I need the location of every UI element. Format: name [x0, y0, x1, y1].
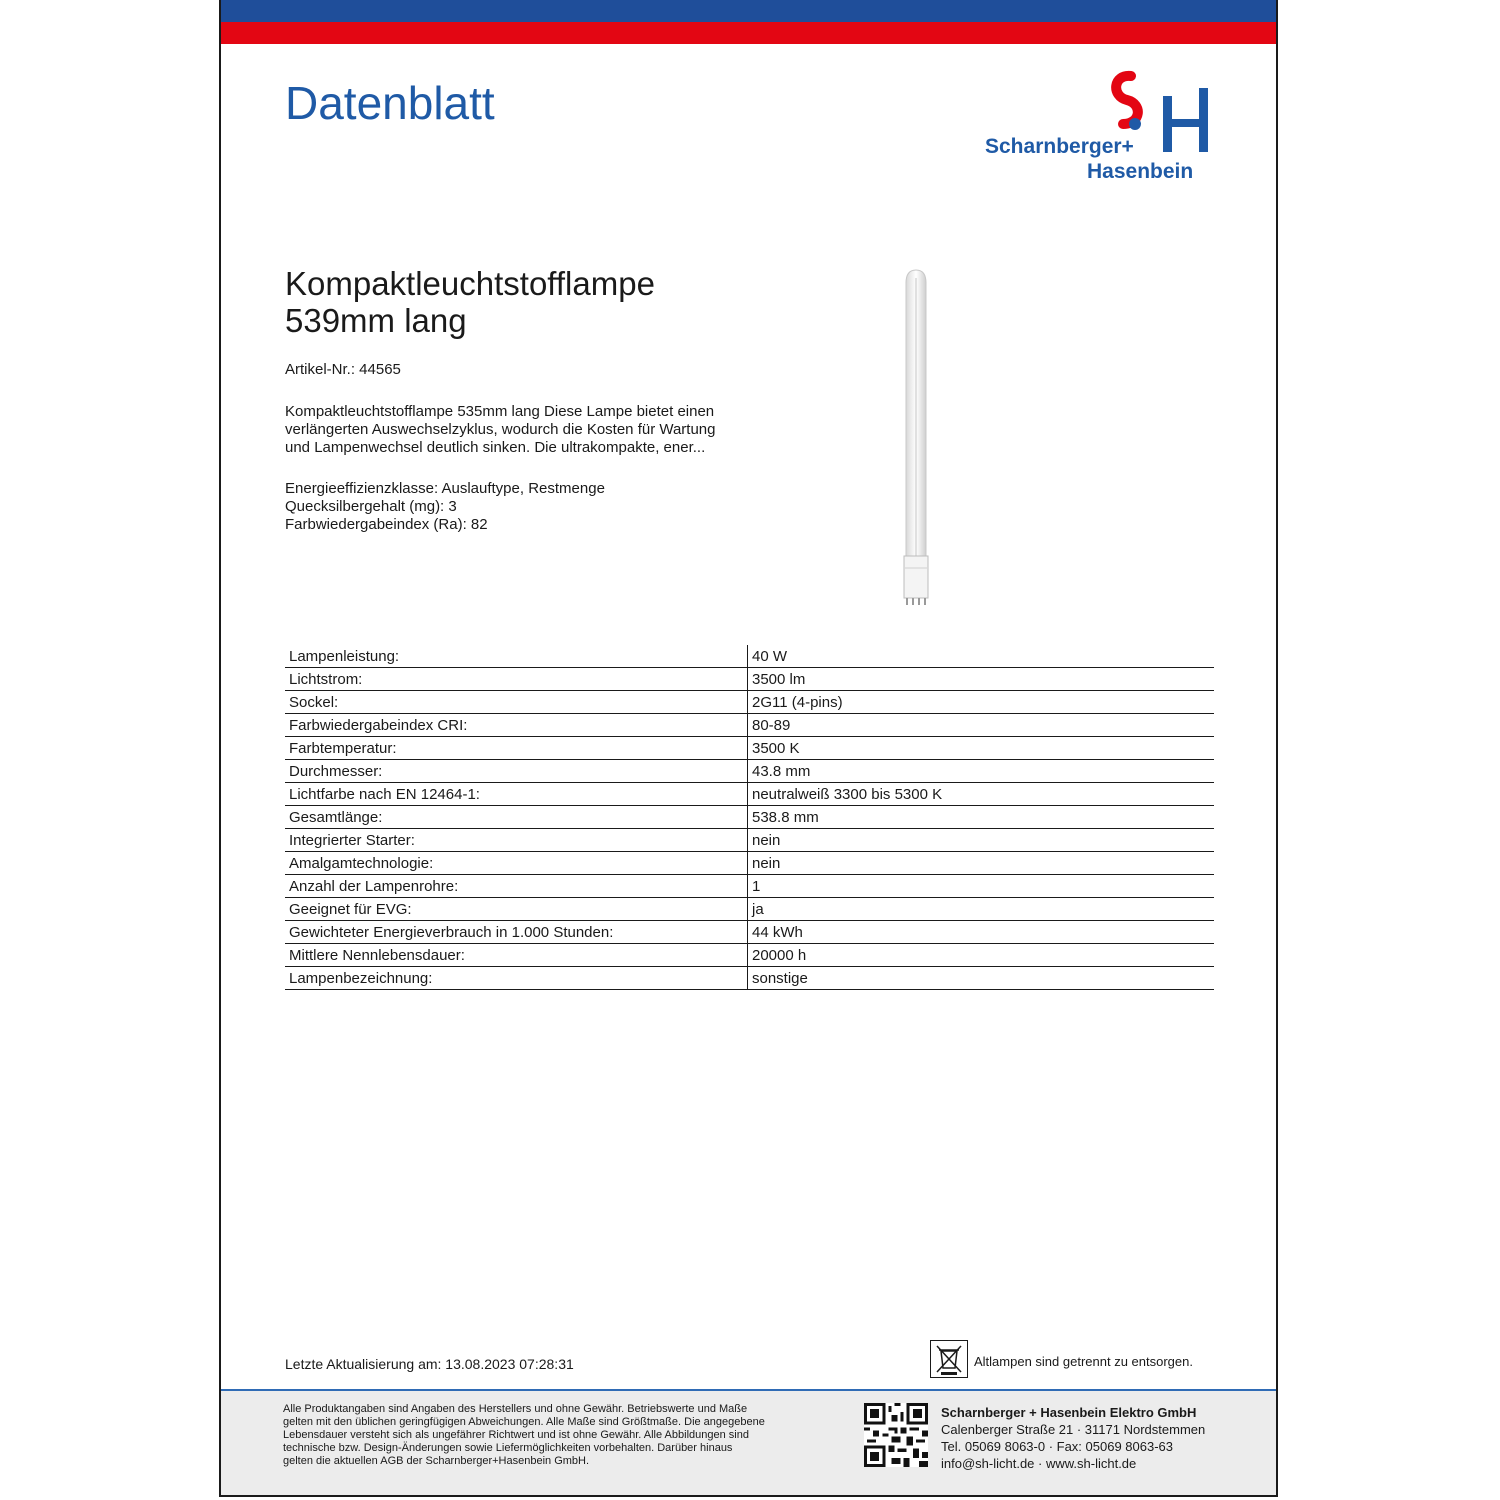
- spec-label: Sockel:: [285, 691, 748, 714]
- header-stripe-red: [221, 22, 1276, 44]
- spec-row: [285, 760, 1214, 783]
- spec-row: [285, 829, 1214, 852]
- spec-label: Geeignet für EVG:: [285, 898, 748, 921]
- spec-value: 3500 K: [748, 737, 1215, 760]
- spec-row: [285, 668, 1214, 691]
- spec-row: [285, 852, 1214, 875]
- waste-bin-crossed-icon: [930, 1340, 968, 1378]
- spec-value: 44 kWh: [748, 921, 1215, 944]
- spec-row: [285, 944, 1214, 967]
- spec-label: Farbtemperatur:: [285, 737, 748, 760]
- spec-row: [285, 645, 1214, 668]
- spec-value: 40 W: [748, 645, 1215, 668]
- spec-value: 1: [748, 875, 1215, 898]
- description-line: verlängerten Auswechselzyklus, wodurch die Kosten für Wartung: [285, 421, 716, 438]
- company-logo: [981, 66, 1221, 186]
- description-line: und Lampenwechsel deutlich sinken. Die ultrakompakte, ener...: [285, 439, 706, 456]
- logo-line2: Hasenbein: [1087, 160, 1194, 183]
- disclaimer-line: Alle Produktangaben sind Angaben des Herstellers und ohne Gewähr. Betriebswerte und Maße: [283, 1403, 748, 1415]
- company-phone: Tel. 05069 8063-0 · Fax: 05069 8063-63: [941, 1439, 1174, 1454]
- spec-value: neutralweiß 3300 bis 5300 K: [748, 783, 1215, 806]
- spec-row: [285, 967, 1214, 990]
- spec-label: Lampenleistung:: [285, 645, 748, 668]
- spec-row: [285, 691, 1214, 714]
- company-web[interactable]: info@sh-licht.de · www.sh-licht.de: [941, 1456, 1137, 1471]
- spec-row: [285, 875, 1214, 898]
- spec-label: Amalgamtechnologie:: [285, 852, 748, 875]
- spec-label: Integrierter Starter:: [285, 829, 748, 852]
- spec-value: nein: [748, 829, 1215, 852]
- spec-row: [285, 737, 1214, 760]
- disclaimer-line: gelten mit den üblichen geringfügigen Abweichungen. Alle Maße sind Größtmaße. Die angegebene: [283, 1416, 765, 1428]
- spec-row: [285, 898, 1214, 921]
- logo-line1: Scharnberger+: [985, 135, 1134, 158]
- spec-value: 20000 h: [748, 944, 1215, 967]
- spec-value: nein: [748, 852, 1215, 875]
- footer: [221, 1389, 1276, 1497]
- spec-label: Gewichteter Energieverbrauch in 1.000 Stunden:: [285, 921, 748, 944]
- spec-row: [285, 806, 1214, 829]
- property-mercury: Quecksilbergehalt (mg): 3: [285, 498, 457, 515]
- footer-disclaimer: [283, 1403, 843, 1468]
- product-title-line2: 539mm lang: [285, 302, 467, 339]
- product-description: [285, 403, 775, 457]
- spec-value: sonstige: [748, 967, 1215, 990]
- document-title: Datenblatt: [285, 77, 495, 129]
- company-contact: [941, 1404, 1205, 1472]
- spec-label: Mittlere Nennlebensdauer:: [285, 944, 748, 967]
- spec-value: 538.8 mm: [748, 806, 1215, 829]
- spec-label: Lichtstrom:: [285, 668, 748, 691]
- disclaimer-line: technische bzw. Design-Änderungen sowie Liefermöglichkeiten vorbehalten. Darüber hinaus: [283, 1442, 733, 1454]
- product-properties: [285, 480, 605, 534]
- spec-row: [285, 714, 1214, 737]
- article-number: Artikel-Nr.: 44565: [285, 361, 401, 378]
- spec-row: [285, 783, 1214, 806]
- product-title-line1: Kompaktleuchtstofflampe: [285, 265, 655, 302]
- spec-value: 2G11 (4-pins): [748, 691, 1215, 714]
- company-name: Scharnberger + Hasenbein Elektro GmbH: [941, 1405, 1197, 1420]
- spec-value: ja: [748, 898, 1215, 921]
- lamp-product-image: [881, 268, 951, 613]
- spec-table: [285, 645, 1214, 990]
- spec-value: 3500 lm: [748, 668, 1215, 691]
- property-energy-class: Energieeffizienzklasse: Auslauftype, Restmenge: [285, 480, 605, 497]
- spec-label: Anzahl der Lampenrohre:: [285, 875, 748, 898]
- spec-value: 43.8 mm: [748, 760, 1215, 783]
- header-stripe-blue: [221, 0, 1276, 22]
- company-address: Calenberger Straße 21 · 31171 Nordstemmen: [941, 1422, 1206, 1437]
- description-line: Kompaktleuchtstofflampe 535mm lang Diese Lampe bietet einen: [285, 403, 715, 420]
- disclaimer-line: gelten die aktuellen AGB der Scharnberger+Hasenbein GmbH.: [283, 1455, 590, 1467]
- disclaimer-line: Lebensdauer versteht sich als ungefährer Richtwert und ist ohne Gewähr. Alle Abbildungen sind: [283, 1429, 749, 1441]
- product-title: [285, 265, 805, 339]
- spec-label: Lampenbezeichnung:: [285, 967, 748, 990]
- recycling-note: Altlampen sind getrennt zu entsorgen.: [974, 1354, 1193, 1369]
- qr-code[interactable]: [864, 1403, 928, 1467]
- property-ra: Farbwiedergabeindex (Ra): 82: [285, 516, 488, 533]
- spec-value: 80-89: [748, 714, 1215, 737]
- spec-row: [285, 921, 1214, 944]
- datasheet-page: [219, 0, 1278, 1497]
- spec-label: Durchmesser:: [285, 760, 748, 783]
- spec-label: Farbwiedergabeindex CRI:: [285, 714, 748, 737]
- last-updated: Letzte Aktualisierung am: 13.08.2023 07:28:31: [285, 1356, 574, 1372]
- spec-label: Gesamtlänge:: [285, 806, 748, 829]
- spec-label: Lichtfarbe nach EN 12464-1:: [285, 783, 748, 806]
